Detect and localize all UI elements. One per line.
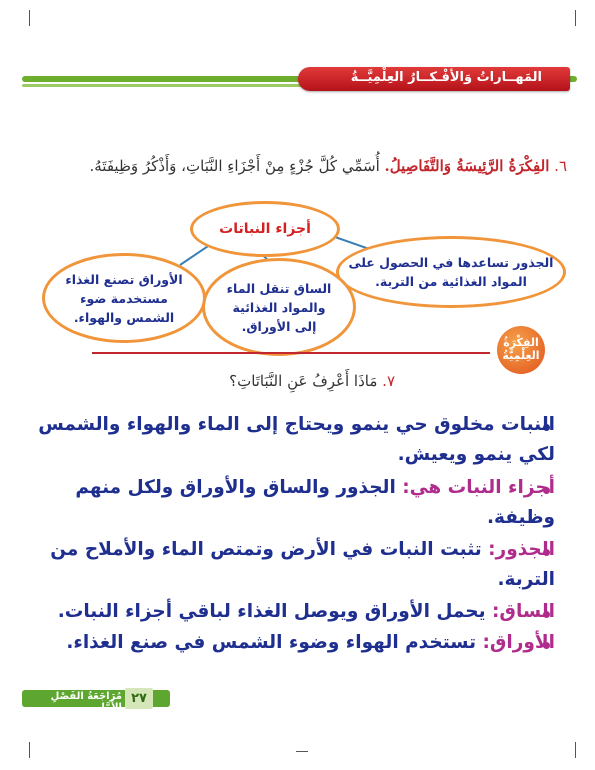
- answer-item: [35, 597, 555, 627]
- page-number: ٢٧: [125, 688, 153, 709]
- section-banner-title: المَهــاراتُ وَالأفْـكــارُ العِلْمِيَّــةُ: [350, 70, 542, 85]
- answer-text: يحمل الأوراق ويوصل الغذاء لباقي أجزاء النبات.: [57, 601, 492, 622]
- answer-item: [35, 535, 555, 595]
- diagram-stem-oval: [202, 258, 356, 356]
- answer-key: أجزاء النبات هي:: [402, 477, 555, 498]
- answer-item: [35, 628, 555, 658]
- answer-text: تثبت النبات في الأرض وتمتص الماء والأملاح من التربة.: [50, 539, 555, 590]
- diagram-roots-label: الجذور تساعدها في الحصول على المواد الغذائية من التربة.: [348, 255, 554, 289]
- answer-item: [35, 473, 555, 533]
- answer-key: الساق:: [492, 601, 555, 622]
- footer-chapter: مُرَاجَعَةُ الفَصْلِ الأَوَّلِ: [50, 691, 122, 713]
- answer-key: الجذور:: [488, 539, 555, 560]
- question-6-text: أُسَمِّي كُلَّ جُزْءٍ مِنْ أَجْزَاءِ النَّبَاتِ، وَأَذْكُرُ وَظِيفَتَهُ.: [89, 157, 380, 175]
- answer-key: الأوراق:: [482, 632, 555, 653]
- diagram-leaves-label: الأوراق تصنع الغذاء مستخدمة ضوء الشمس والهواء.: [65, 271, 183, 325]
- answer-text: تستخدم الهواء وضوء الشمس في صنع الغذاء.: [66, 632, 483, 653]
- diagram-roots-oval: [336, 236, 566, 308]
- diagram-center-label: أجزاء النباتات: [219, 220, 311, 237]
- diagram-center-oval: [190, 201, 340, 257]
- question-7: [229, 372, 395, 390]
- diagram-leaves-oval: [42, 253, 206, 343]
- section-separator: [92, 352, 490, 354]
- answer-text: النبات مخلوق حي ينمو ويحتاج إلى الماء والهواء والشمس لكي ينمو ويعيش.: [38, 414, 555, 465]
- answer-text: الجذور والساق والأوراق ولكل منهم وظيفة.: [75, 477, 555, 528]
- science-idea-badge: [497, 326, 545, 374]
- question-6-heading: الفِكْرَةُ الرَّئِيسَةُ وَالتَّفَاصِيلُ.: [384, 157, 550, 175]
- question-7-number: ٧.: [382, 372, 395, 390]
- question-7-text: مَاذَا أَعْرِفُ عَنِ النَّبَاتَاتِ؟: [229, 372, 378, 390]
- question-6-number: ٦.: [554, 157, 567, 175]
- diagram-stem-label: الساق تنقل الماء والمواد الغذائية إلى الأوراق.: [226, 280, 332, 334]
- science-idea-badge-label: الفِكْرَةُ العِلْمِيَّةُ: [502, 336, 540, 362]
- answer-item: [35, 410, 555, 470]
